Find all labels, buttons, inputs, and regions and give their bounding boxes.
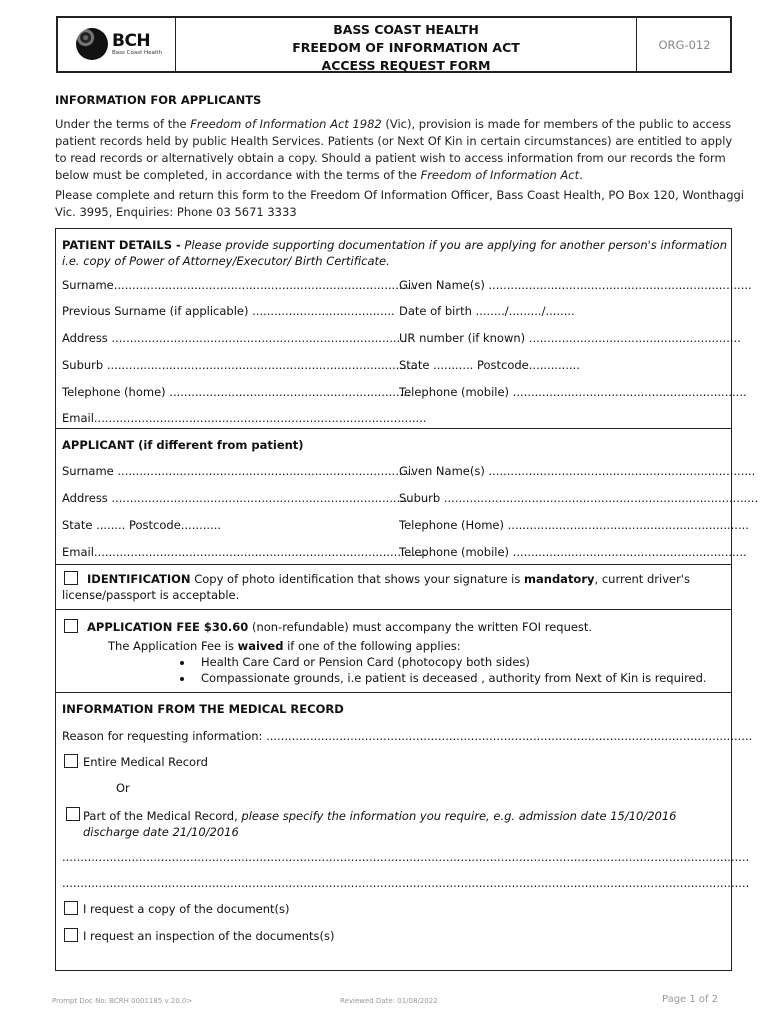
logo-cell — [58, 18, 175, 71]
application-fee-text — [87, 619, 592, 635]
patient-note: i.e. copy of Power of Attorney/Executor/ Birth Certificate. — [62, 254, 390, 268]
patient-previous-surname-field[interactable]: Previous Surname (if applicable) ....................................... — [62, 304, 395, 318]
applicant-address-field[interactable]: Address .................................................................................. — [62, 491, 412, 505]
footer-reviewed-date: Reviewed Date: 01/08/2022 — [340, 997, 438, 1005]
logo-text: BCH — [112, 30, 151, 51]
patient-heading — [62, 237, 727, 253]
form-header — [56, 16, 732, 73]
intro-heading: INFORMATION FOR APPLICANTS — [55, 93, 262, 107]
form-code: ORG-012 — [658, 38, 711, 52]
applicant-email-field[interactable]: Email........................................................................................... — [62, 545, 427, 559]
fee-waived-text — [108, 638, 461, 654]
patient-state-postcode-field[interactable]: State ........... Postcode.............. — [399, 358, 580, 372]
application-fee-heading: APPLICATION FEE $30.60 — [87, 620, 249, 634]
part-record-text: Part of the Medical Record, — [83, 809, 242, 823]
act-name: Freedom of Information Act 1982 — [190, 117, 382, 131]
application-fee-desc: (non-refundable) must accompany the written FOI request. — [248, 620, 593, 634]
applicant-suburb-field[interactable]: Suburb ...................................................................................... — [399, 491, 759, 505]
entire-record-checkbox[interactable] — [64, 754, 78, 768]
part-record-label — [83, 808, 676, 824]
patient-address-field[interactable]: Address .................................................................................. — [62, 331, 412, 345]
specify-line-1[interactable]: ............................................................................................................................................................................................ — [62, 850, 750, 864]
or-label: Or — [116, 781, 130, 795]
identification-checkbox[interactable] — [64, 571, 78, 585]
bullet-icon — [180, 677, 184, 681]
applicant-telephone-home-field[interactable]: Telephone (Home) .................................................................. — [399, 518, 749, 532]
part-record-instruction-line2: discharge date 21/10/2016 — [83, 825, 239, 839]
patient-telephone-mobile-field[interactable]: Telephone (mobile) ................................................................ — [399, 385, 747, 399]
part-record-instruction: please specify the information you require, e.g. admission date 15/10/2016 — [241, 809, 677, 823]
bullet-icon — [180, 661, 184, 665]
waived-label: waived — [237, 639, 284, 653]
identification-heading: IDENTIFICATION — [87, 572, 191, 586]
fee-waiver-item: Health Care Card or Pension Card (photocopy both sides) — [201, 655, 530, 669]
patient-heading-label: PATIENT DETAILS - — [62, 238, 181, 252]
request-copy-checkbox[interactable] — [64, 901, 78, 915]
return-text: Please complete and return this form to the Freedom Of Information Officer, Bass Coast Health, PO Box 120, Wonthaggi — [55, 188, 744, 202]
patient-surname-field[interactable]: Surname................................................................................... — [62, 278, 418, 292]
title-line-2: FREEDOM OF INFORMATION ACT — [292, 40, 520, 55]
identification-desc: Copy of photo identification that shows your signature is — [190, 572, 525, 586]
specify-line-2[interactable]: ............................................................................................................................................................................................ — [62, 876, 750, 890]
intro-text: . — [579, 168, 583, 182]
applicant-heading: APPLICANT (if different from patient) — [62, 438, 304, 452]
intro-text: below must be completed, in accordance with the terms of the — [55, 168, 421, 182]
request-inspection-checkbox[interactable] — [64, 928, 78, 942]
intro-paragraph — [55, 116, 732, 184]
section-divider — [55, 609, 732, 610]
footer-doc-number: Prompt Doc No: BCRH 0001185 v 20.0> — [52, 997, 193, 1005]
medical-record-heading: INFORMATION FROM THE MEDICAL RECORD — [62, 702, 344, 716]
patient-note: Please provide supporting documentation if you are applying for another person's information — [180, 238, 728, 252]
identification-desc: , current driver's — [594, 572, 690, 586]
fee-waived-desc: The Application Fee is — [108, 639, 238, 653]
applicant-state-postcode-field[interactable]: State ........ Postcode........... — [62, 518, 222, 532]
patient-ur-number-field[interactable]: UR number (if known) .......................................................... — [399, 331, 741, 345]
return-text: Vic. 3995, Enquiries: Phone 03 5671 3333 — [55, 205, 297, 219]
return-instructions — [55, 187, 744, 221]
reason-field[interactable]: Reason for requesting information: ..................................................................................................................................... — [62, 729, 753, 743]
identification-text — [87, 571, 690, 587]
intro-text: (Vic), provision is made for members of the public to access — [381, 117, 732, 131]
mandatory-label: mandatory — [524, 572, 595, 586]
act-name: Freedom of Information Act — [420, 168, 580, 182]
entire-record-label: Entire Medical Record — [83, 755, 208, 769]
fee-waived-desc: if one of the following applies: — [283, 639, 461, 653]
section-divider — [55, 564, 732, 565]
title-line-3: ACCESS REQUEST FORM — [321, 58, 491, 73]
request-copy-label: I request a copy of the document(s) — [83, 902, 290, 916]
request-inspection-label: I request an inspection of the documents(s) — [83, 929, 335, 943]
patient-telephone-home-field[interactable]: Telephone (home) .................................................................. — [62, 385, 411, 399]
patient-given-name-field[interactable]: Given Name(s) ........................................................................ — [399, 278, 752, 292]
identification-desc-line2: license/passport is acceptable. — [62, 588, 240, 602]
patient-email-field[interactable]: Email........................................................................................... — [62, 411, 427, 425]
patient-dob-field[interactable]: Date of birth ......../........./........ — [399, 304, 575, 318]
title-line-1: BASS COAST HEALTH — [333, 22, 479, 37]
section-divider — [55, 692, 732, 693]
section-divider — [55, 428, 732, 429]
footer-page-number: Page 1 of 2 — [662, 994, 719, 1005]
part-record-checkbox[interactable] — [66, 807, 80, 821]
intro-text: to read records or alternatively obtain a copy. Should a patient wish to access information from our records the form — [55, 151, 726, 165]
applicant-telephone-mobile-field[interactable]: Telephone (mobile) ................................................................ — [399, 545, 747, 559]
fee-waiver-item: Compassionate grounds, i.e patient is deceased , authority from Next of Kin is required. — [201, 671, 707, 685]
application-fee-checkbox[interactable] — [64, 619, 78, 633]
patient-suburb-field[interactable]: Suburb ..................................................................................... — [62, 358, 418, 372]
intro-text: patient records held by public Health Services. Patients (or Next Of Kin in certain circumstances) are entitled to apply — [55, 134, 733, 148]
logo-subtext: Bass Coast Health — [112, 49, 163, 56]
intro-text: Under the terms of the — [55, 117, 191, 131]
title-cell — [176, 21, 636, 71]
applicant-given-name-field[interactable]: Given Name(s) ......................................................................... — [399, 464, 756, 478]
logo-mark-icon — [76, 28, 108, 60]
applicant-surname-field[interactable]: Surname ................................................................................. — [62, 464, 414, 478]
bch-logo — [76, 28, 162, 60]
